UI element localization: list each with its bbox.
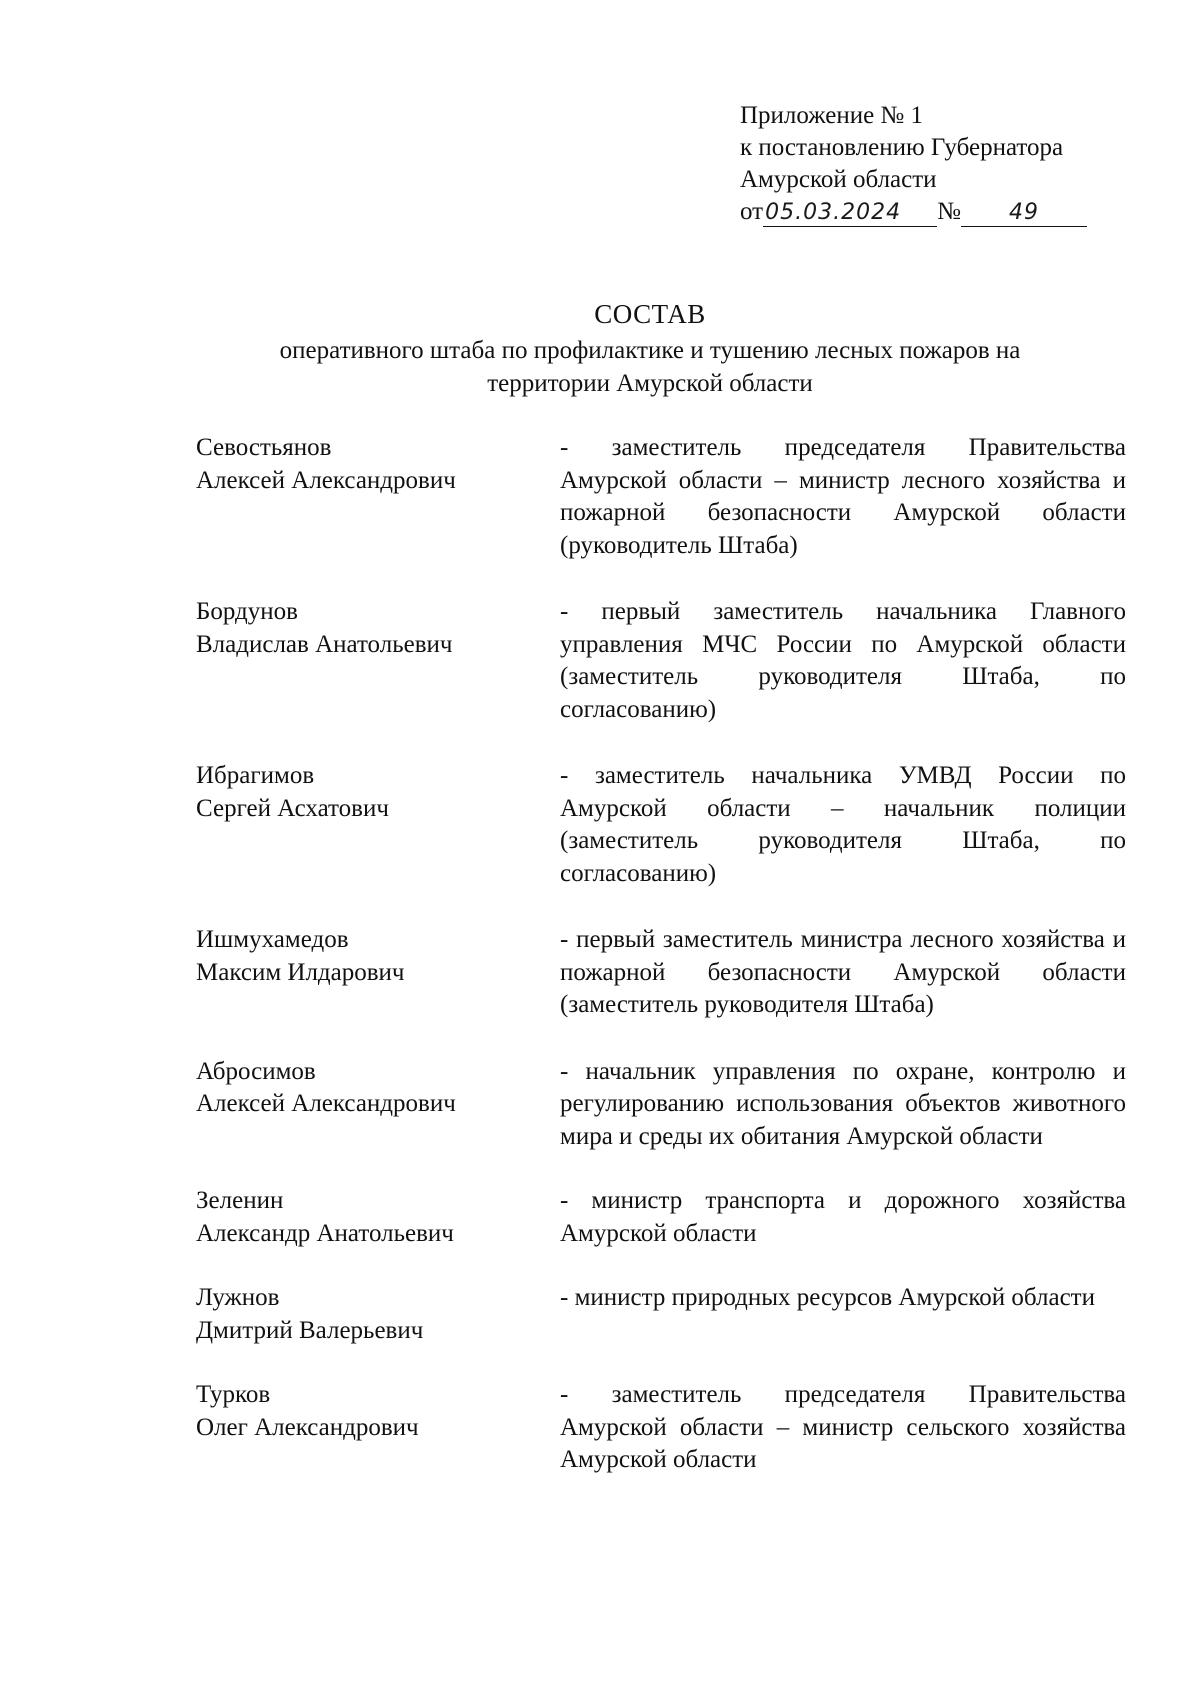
member-surname: Абросимов bbox=[196, 1057, 316, 1085]
document-subtitle bbox=[160, 334, 1140, 400]
member-role: - первый заместитель министра лесного хозяйства и пожарной безопасности Амурской области (заместитель руководителя Штаба) bbox=[560, 926, 1126, 1018]
member-role: - заместитель председателя Правительства Амурской области – министр лесного хозяйства и пожарной безопасности Амурской области (руководитель Штаба) bbox=[560, 434, 1126, 559]
date-prefix: от bbox=[740, 198, 764, 225]
member-role: - министр транспорта и дорожного хозяйства Амурской области bbox=[560, 1187, 1126, 1247]
member-given-names: Олег Александрович bbox=[196, 1413, 419, 1441]
member-entry bbox=[196, 1379, 1126, 1477]
member-role: - первый заместитель начальника Главного управления МЧС России по Амурской области (заместитель руководителя Штаба, по согласованию) bbox=[560, 598, 1126, 723]
member-entry bbox=[196, 760, 1126, 890]
handwritten-number: 49 bbox=[1008, 200, 1039, 225]
handwritten-date: 05.03.2024 bbox=[765, 200, 902, 225]
appendix-number: Приложение № 1 bbox=[740, 102, 924, 129]
member-role: - заместитель председателя Правительства Амурской области – министр сельского хозяйства Амурской области bbox=[560, 1381, 1126, 1473]
member-role: - начальник управления по охране, контролю и регулированию использования объектов животного мира и среды их обитания Амурской области bbox=[560, 1057, 1126, 1150]
member-entry bbox=[196, 924, 1126, 1022]
member-surname: Севостьянов bbox=[196, 434, 332, 461]
member-given-names: Александр Анатольевич bbox=[196, 1219, 454, 1247]
member-surname: Турков bbox=[196, 1381, 271, 1408]
subtitle-line-1: оперативного штаба по профилактике и тушению лесных пожаров на bbox=[279, 337, 1021, 364]
number-prefix: № bbox=[937, 198, 961, 225]
member-given-names: Владислав Анатольевич bbox=[196, 630, 453, 658]
appendix-reference: к постановлению Губернатора bbox=[740, 134, 1064, 161]
appendix-header bbox=[740, 100, 1087, 228]
subtitle-line-2: территории Амурской области bbox=[487, 370, 813, 397]
member-given-names: Сергей Асхатович bbox=[196, 794, 389, 822]
number-field bbox=[961, 199, 1087, 227]
member-name bbox=[196, 1379, 560, 1477]
member-surname: Ибрагимов bbox=[196, 762, 315, 789]
member-given-names: Алексей Александрович bbox=[196, 1090, 456, 1117]
appendix-date-number-line bbox=[740, 196, 1087, 228]
member-name bbox=[196, 1282, 560, 1347]
member-name bbox=[196, 760, 560, 890]
member-role: - заместитель начальника УМВД России по Амурской области – начальник полиции (заместитель руководителя Штаба, по согласованию) bbox=[560, 762, 1126, 887]
member-name bbox=[196, 596, 560, 726]
member-name bbox=[196, 1056, 560, 1154]
member-surname: Ишмухамедов bbox=[196, 926, 349, 953]
member-entry bbox=[196, 1282, 1126, 1347]
member-name bbox=[196, 924, 560, 1022]
member-given-names: Максим Илдарович bbox=[196, 958, 405, 986]
member-surname: Зеленин bbox=[196, 1187, 284, 1214]
member-surname: Лужнов bbox=[196, 1284, 280, 1311]
member-role: - министр природных ресурсов Амурской области bbox=[560, 1284, 1095, 1311]
member-entry bbox=[196, 432, 1126, 562]
member-entry bbox=[196, 1056, 1126, 1154]
document-title: СОСТАВ bbox=[594, 299, 706, 329]
member-surname: Бордунов bbox=[196, 598, 298, 625]
member-name bbox=[196, 1185, 560, 1250]
member-entry bbox=[196, 1185, 1126, 1250]
member-given-names: Дмитрий Валерьевич bbox=[196, 1316, 424, 1344]
member-given-names: Алексей Александрович bbox=[196, 466, 456, 494]
date-field bbox=[763, 199, 937, 227]
members-list bbox=[196, 432, 1126, 1477]
member-name bbox=[196, 432, 560, 562]
member-entry bbox=[196, 596, 1126, 726]
appendix-region: Амурской области bbox=[740, 166, 937, 193]
